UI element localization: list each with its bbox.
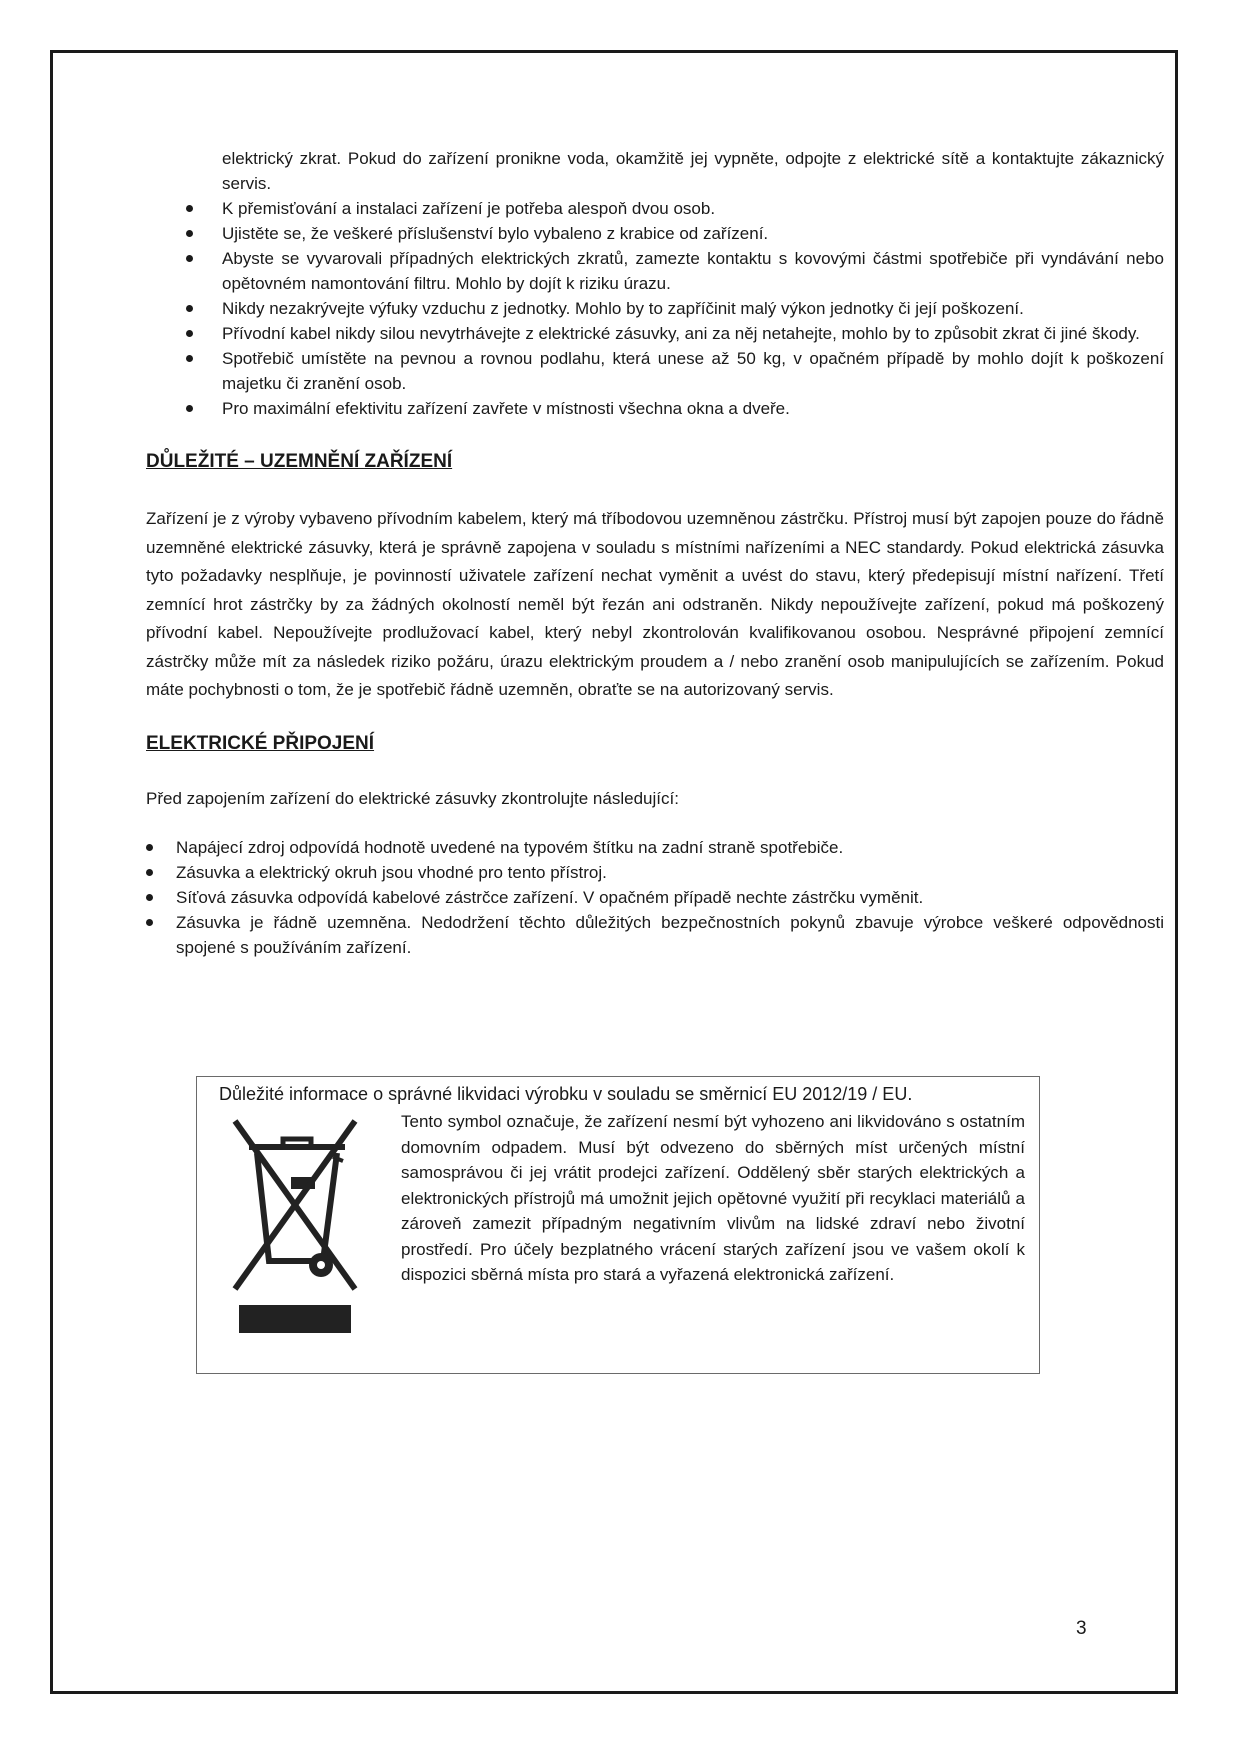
electrical-checklist [146, 835, 1164, 960]
electrical-intro: Před zapojením zařízení do elektrické zásuvky zkontrolujte následující: [146, 788, 679, 808]
list-item: Přívodní kabel nikdy silou nevytrhávejte z elektrické zásuvky, ani za něj netahejte, mohlo by to způsobit zkrat či jiné škody. [146, 321, 1164, 346]
disposal-info-box [196, 1076, 1040, 1374]
list-item: Nikdy nezakrývejte výfuky vzduchu z jednotky. Mohlo by to zapříčinit malý výkon jednotky či její poškození. [146, 296, 1164, 321]
list-item: Abyste se vyvarovali případných elektrických zkratů, zamezte kontaktu s kovovými částmi spotřebiče při vyndávání nebo opětovném namontování filtru. Mohlo by dojít k riziku úrazu. [146, 246, 1164, 296]
continuation-text: elektrický zkrat. Pokud do zařízení pronikne voda, okamžitě jej vypněte, odpojte z elektrické sítě a kontaktujte zákaznický servis. [222, 149, 1164, 193]
list-item: K přemisťování a instalaci zařízení je potřeba alespoň dvou osob. [146, 196, 1164, 221]
list-item: Zásuvka a elektrický okruh jsou vhodné pro tento přístroj. [146, 860, 1164, 885]
page-content [146, 146, 1164, 960]
list-item: Síťová zásuvka odpovídá kabelové zástrčce zařízení. V opačném případě nechte zástrčku vyměnit. [146, 885, 1164, 910]
safety-bullet-list [146, 196, 1164, 421]
disposal-title: Důležité informace o správné likvidaci výrobku v souladu se směrnicí EU 2012/19 / EU. [219, 1084, 913, 1104]
list-item: Ujistěte se, že veškeré příslušenství bylo vybaleno z krabice od zařízení. [146, 221, 1164, 246]
list-item: Pro maximální efektivitu zařízení zavřete v místnosti všechna okna a dveře. [146, 396, 1164, 421]
grounding-heading: DŮLEŽITÉ – UZEMNĚNÍ ZAŘÍZENÍ [146, 451, 453, 472]
page-number: 3 [1076, 1618, 1087, 1639]
list-item: Zásuvka je řádně uzemněna. Nedodržení těchto důležitých bezpečnostních pokynů zbavuje výrobce veškeré odpovědnosti spojené s používáním zařízení. [146, 910, 1164, 960]
grounding-paragraph: Zařízení je z výroby vybaveno přívodním kabelem, který má tříbodovou uzemněnou zástrčku. Přístroj musí být zapojen pouze do řádně uzemněné elektrické zásuvky, která je správně zapojena v souladu s místními nařízeními a NEC standardy. Pokud elektrická zásuvka tyto požadavky nesplňuje, je povinností uživatele zařízení nechat vyměnit a uvést do stavu, který předepisují místní nařízení. Třetí zemnící hrot zástrčky by za žádných okolností neměl být řezán ani odstraněn. Nikdy nepoužívejte zařízení, pokud má poškozený přívodní kabel. Nepoužívejte prodlužovací kabel, který nebyl zkontrolován kvalifikovanou osobou. Nesprávné připojení zemnící zástrčky může mít za následek riziko požáru, úrazu elektrickým proudem a / nebo zranění osob manipulujících se zařízením. Pokud máte pochybnosti o tom, že je spotřebič řádně uzemněn, obraťte se na autorizovaný servis. [146, 509, 1164, 699]
disposal-text: Tento symbol označuje, že zařízení nesmí být vyhozeno ani likvidováno s ostatním domovním odpadem. Musí být odvezeno do sběrných míst určených místní samosprávou či jej vrátit prodejci zařízení. Oddělený sběr starých elektrických a elektronických přístrojů má umožnit jejich opětovné využití při recyklaci materiálů a zároveň zamezit případným negativním vlivům na lidské zdraví nebo životní prostředí. Pro účely bezplatného vrácení starých zařízení jsou ve vašem okolí k dispozici sběrná místa pro stará a vyřazená elektronická zařízení. [401, 1112, 1025, 1284]
list-item: Napájecí zdroj odpovídá hodnotě uvedené na typovém štítku na zadní straně spotřebiče. [146, 835, 1164, 860]
list-item: Spotřebič umístěte na pevnou a rovnou podlahu, která unese až 50 kg, v opačném případě by mohlo dojít k poškození majetku či zranění osob. [146, 346, 1164, 396]
crossed-out-wheelie-bin-icon [227, 1113, 363, 1349]
electrical-connection-heading: ELEKTRICKÉ PŘIPOJENÍ [146, 732, 375, 754]
